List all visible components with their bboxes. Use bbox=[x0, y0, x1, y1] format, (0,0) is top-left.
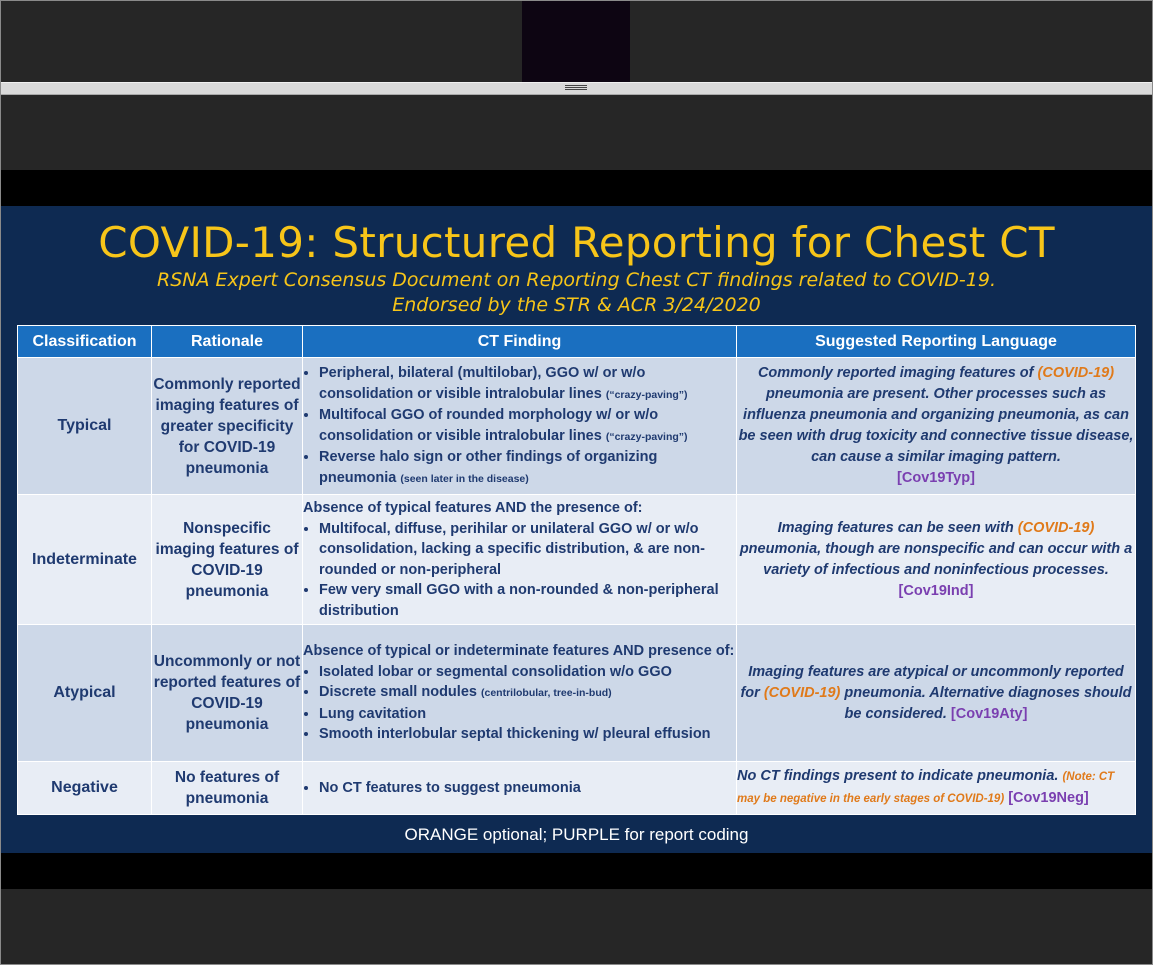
splitter-grip-icon[interactable] bbox=[565, 85, 587, 93]
rationale-cell: No features of pneumonia bbox=[152, 762, 303, 815]
report-code: [Cov19Neg] bbox=[1008, 790, 1089, 806]
classification-cell: Atypical bbox=[18, 625, 152, 762]
table-row bbox=[18, 495, 1136, 625]
table-row bbox=[18, 625, 1136, 762]
header-rationale: Rationale bbox=[152, 326, 303, 358]
letterbox-bottom bbox=[0, 853, 1153, 889]
rationale-cell: Nonspecific imaging features of COVID-19 pneumonia bbox=[152, 495, 303, 625]
reporting-language-cell: No CT findings present to indicate pneumonia. (Note: CT may be negative in the early stages of COVID-19) [Cov19Neg] bbox=[737, 762, 1136, 815]
finding-lead: Absence of typical or indeterminate features AND presence of: bbox=[303, 643, 735, 660]
slide-footer: ORANGE optional; PURPLE for report coding bbox=[404, 825, 749, 844]
table-row bbox=[18, 762, 1136, 815]
table-header-row bbox=[18, 326, 1136, 358]
finding-item: • Multifocal GGO of rounded morphology w/ or w/o consolidation or visible intralobular lines (“crazy-paving”) bbox=[319, 405, 736, 447]
panel-splitter[interactable] bbox=[0, 82, 1153, 95]
header-reporting-language: Suggested Reporting Language bbox=[737, 326, 1136, 358]
finding-lead: Absence of typical features AND the presence of: bbox=[303, 500, 643, 516]
reporting-language-cell: Commonly reported imaging features of (COVID-19) pneumonia are present. Other processes such as influenza pneumonia and organizing pneumonia, as can be seen with drug toxicity and connective tissue disease, can cause a similar imaging pattern. [Cov19Typ] bbox=[737, 358, 1136, 495]
report-code: [Cov19Aty] bbox=[950, 705, 1028, 722]
optional-text: (COVID-19) bbox=[1037, 365, 1115, 381]
subtitle-line-2: Endorsed by the STR & ACR 3/24/2020 bbox=[392, 294, 761, 316]
finding-item: • Lung cavitation bbox=[319, 704, 736, 725]
finding-item: • Multifocal, diffuse, perihilar or unilateral GGO w/ or w/o consolidation, lacking a specific distribution, & are non-rounded or non-peripheral bbox=[319, 519, 736, 581]
slide-subtitle bbox=[0, 268, 1153, 318]
finding-item: • Discrete small nodules (centrilobular, tree-in-bud) bbox=[319, 682, 736, 704]
report-code: [Cov19Ind] bbox=[898, 582, 974, 599]
optional-note: (Note: CT may be negative in the early stages of COVID-19) bbox=[737, 771, 1115, 805]
reporting-language-cell: Imaging features can be seen with (COVID-19) pneumonia, though are nonspecific and can occur with a variety of infectious and noninfectious processes. [Cov19Ind] bbox=[737, 495, 1136, 625]
optional-text: (COVID-19) bbox=[763, 684, 841, 701]
classification-cell: Negative bbox=[18, 762, 152, 815]
finding-cell bbox=[303, 762, 737, 815]
shared-slide bbox=[0, 206, 1153, 853]
report-code: [Cov19Typ] bbox=[897, 470, 975, 486]
finding-item: • Peripheral, bilateral (multilobar), GGO w/ or w/o consolidation or visible intralobular lines (“crazy-paving”) bbox=[319, 363, 736, 405]
participant-thumbnail[interactable] bbox=[522, 1, 630, 82]
header-classification: Classification bbox=[18, 326, 152, 358]
finding-item: • Smooth interlobular septal thickening w/ pleural effusion bbox=[319, 724, 736, 745]
finding-item: • Few very small GGO with a non-rounded & non-peripheral distribution bbox=[319, 580, 736, 621]
subtitle-line-1: RSNA Expert Consensus Document on Reporting Chest CT findings related to COVID-19. bbox=[157, 269, 996, 291]
table-row bbox=[18, 358, 1136, 495]
reporting-language-cell: Imaging features are atypical or uncommonly reported for (COVID-19) pneumonia. Alternative diagnoses should be considered. [Cov19Aty] bbox=[737, 625, 1136, 762]
finding-item: • No CT features to suggest pneumonia bbox=[319, 778, 736, 799]
finding-item: • Reverse halo sign or other findings of organizing pneumonia (seen later in the disease) bbox=[319, 447, 736, 489]
classification-table bbox=[17, 325, 1136, 815]
optional-text: (COVID-19) bbox=[1017, 519, 1095, 536]
letterbox-top bbox=[0, 170, 1153, 206]
classification-cell: Typical bbox=[18, 358, 152, 495]
slide-title: COVID-19: Structured Reporting for Chest CT bbox=[98, 218, 1055, 267]
classification-cell: Indeterminate bbox=[18, 495, 152, 625]
header-ct-finding: CT Finding bbox=[303, 326, 737, 358]
finding-cell bbox=[303, 625, 737, 762]
finding-cell bbox=[303, 495, 737, 625]
finding-cell bbox=[303, 358, 737, 495]
rationale-cell: Commonly reported imaging features of greater specificity for COVID-19 pneumonia bbox=[152, 358, 303, 495]
rationale-cell: Uncommonly or not reported features of COVID-19 pneumonia bbox=[152, 625, 303, 762]
finding-item: • Isolated lobar or segmental consolidation w/o GGO bbox=[319, 662, 736, 683]
